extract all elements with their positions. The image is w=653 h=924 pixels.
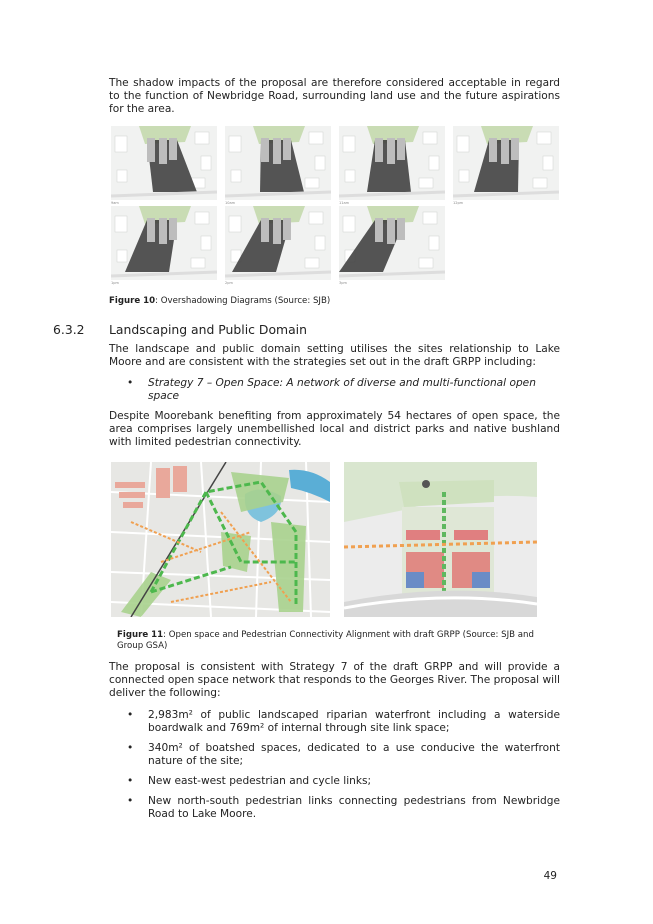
deliverable-item (127, 795, 560, 821)
section-number: 6.3.2 (53, 322, 85, 337)
bullet-dot: • (127, 377, 134, 389)
deliverable-text: New north-south pedestrian links connecting pedestrians from Newbridge Road to Lake Moore. (148, 795, 560, 821)
bullet-dot: • (127, 795, 134, 807)
deliverable-text: 2,983m² of public landscaped riparian waterfront including a waterside boardwalk and 769m² of internal through site link space; (148, 709, 560, 735)
shadow-diagram-time-label: 1pm (111, 281, 119, 285)
shadow-diagram-thumbnail (225, 206, 331, 280)
shadow-diagram-time-label: 10am (225, 201, 236, 205)
shadow-diagram-thumbnail (111, 206, 217, 280)
deliverable-text: 340m² of boatshed spaces, dedicated to a use conducive the waterfront nature of the site; (148, 742, 560, 768)
shadow-diagram-thumbnail (339, 206, 445, 280)
open-space-network-map (111, 462, 330, 617)
figure-10-text: : Overshadowing Diagrams (Source: SJB) (155, 296, 331, 306)
shadow-diagram-thumbnail (453, 126, 559, 200)
figure-10-caption (109, 296, 330, 307)
consistency-paragraph: The proposal is consistent with Strategy 7 of the draft GRPP and will provide a connected open space network that responds to the Georges River. The proposal will deliver the following: (109, 661, 560, 700)
bullet-dot: • (127, 742, 134, 754)
shadow-diagram-time-label: 12pm (453, 201, 464, 205)
shadow-diagram-thumbnail (339, 126, 445, 200)
bullet-dot: • (127, 775, 134, 787)
shadow-diagram-thumbnail (225, 126, 331, 200)
figure-11-label: Figure 11 (117, 630, 164, 640)
figure-11-caption (117, 630, 560, 652)
shadow-diagram-time-label: 3pm (339, 281, 347, 285)
open-space-paragraph: Despite Moorebank benefiting from approximately 54 hectares of open space, the area comprises largely unembellished local and district parks and native bushland with limited pedestrian connectivity. (109, 410, 560, 449)
strategy-text: Strategy 7 – Open Space: A network of diverse and multi-functional open space (148, 377, 536, 403)
shadow-diagram-time-label: 9am (111, 201, 119, 205)
page-number: 49 (543, 870, 557, 882)
deliverable-item (127, 742, 560, 768)
bullet-dot: • (127, 709, 134, 721)
deliverable-item (127, 709, 560, 735)
deliverable-text: New east-west pedestrian and cycle links; (148, 775, 372, 787)
intro-paragraph: The shadow impacts of the proposal are therefore considered acceptable in regard to the function of Newbridge Road, surrounding land use and the future aspirations for the area. (109, 77, 560, 116)
shadow-diagram-time-label: 11am (339, 201, 350, 205)
site-landscape-plan (344, 462, 537, 617)
figure-11-text: : Open space and Pedestrian Connectivity Alignment with draft GRPP (Source: SJB and Group GSA) (117, 630, 534, 651)
figure-10-label: Figure 10 (109, 296, 156, 306)
shadow-diagram-time-label: 2pm (225, 281, 233, 285)
section-title: Landscaping and Public Domain (109, 322, 307, 337)
deliverable-item (127, 775, 560, 788)
strategy-bullet (127, 377, 560, 403)
landscape-paragraph: The landscape and public domain setting utilises the sites relationship to Lake Moore and are consistent with the strategies set out in the draft GRPP including: (109, 343, 560, 369)
shadow-diagram-thumbnail (111, 126, 217, 200)
